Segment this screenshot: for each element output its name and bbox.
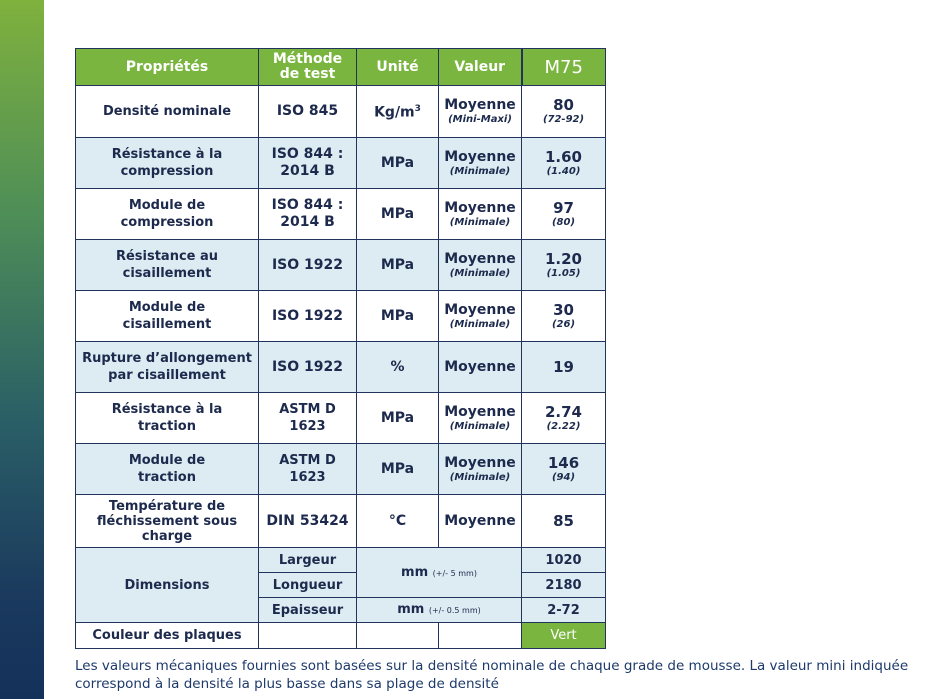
dimensions-row-width bbox=[76, 548, 606, 573]
property-cell: Température de fléchissement sous charge bbox=[76, 495, 259, 548]
footnote bbox=[75, 657, 925, 693]
table-row bbox=[76, 444, 606, 495]
grade-cell: 146 (94) bbox=[522, 444, 606, 495]
property-cell: Résistance au cisaillement bbox=[76, 240, 259, 291]
grade-cell: 2.74 (2.22) bbox=[522, 393, 606, 444]
grade-cell: 30 (26) bbox=[522, 291, 606, 342]
grade-cell: 19 bbox=[522, 342, 606, 393]
unit-cell: % bbox=[357, 342, 439, 393]
grade-cell: 80 (72-92) bbox=[522, 86, 606, 138]
property-cell: Module de compression bbox=[76, 189, 259, 240]
length-label: Longueur bbox=[259, 573, 357, 598]
unit-cell: MPa bbox=[357, 138, 439, 189]
value-cell: Moyenne (Minimale) bbox=[439, 291, 522, 342]
method-cell: ISO 844 : 2014 B bbox=[259, 189, 357, 240]
value-cell: Moyenne (Minimale) bbox=[439, 138, 522, 189]
width-label: Largeur bbox=[259, 548, 357, 573]
color-row bbox=[76, 623, 606, 649]
property-cell: Rupture d’allongement par cisaillement bbox=[76, 342, 259, 393]
dimensions-label: Dimensions bbox=[76, 548, 259, 623]
method-cell: ASTM D 1623 bbox=[259, 444, 357, 495]
table-row bbox=[76, 291, 606, 342]
side-gradient-bar bbox=[0, 0, 44, 699]
property-cell: Résistance à la compression bbox=[76, 138, 259, 189]
value-cell: Moyenne (Minimale) bbox=[439, 189, 522, 240]
property-cell: Résistance à la traction bbox=[76, 393, 259, 444]
color-label: Couleur des plaques bbox=[76, 623, 259, 649]
footnote-line-2: correspond à la densité la plus basse dans sa plage de densité bbox=[75, 676, 499, 692]
method-cell: ISO 1922 bbox=[259, 291, 357, 342]
method-cell: ASTM D 1623 bbox=[259, 393, 357, 444]
empty-cell bbox=[259, 623, 357, 649]
table-row bbox=[76, 342, 606, 393]
grade-cell: 85 bbox=[522, 495, 606, 548]
table-row bbox=[76, 393, 606, 444]
width-length-unit: mm (+/- 5 mm) bbox=[357, 548, 522, 598]
unit-cell: °C bbox=[357, 495, 439, 548]
footnote-line-1: Les valeurs mécaniques fournies sont basées sur la densité nominale de chaque grade de mousse. La valeur mini indiquée bbox=[75, 658, 909, 674]
property-cell: Densité nominale bbox=[76, 86, 259, 138]
value-cell: Moyenne (Minimale) bbox=[439, 393, 522, 444]
unit-cell: MPa bbox=[357, 291, 439, 342]
thickness-value: 2-72 bbox=[522, 598, 606, 623]
grade-cell: 1.20 (1.05) bbox=[522, 240, 606, 291]
grade-cell: 97 (80) bbox=[522, 189, 606, 240]
header-value: Valeur bbox=[439, 49, 522, 86]
value-cell: Moyenne (Mini-Maxi) bbox=[439, 86, 522, 138]
header-properties: Propriétés bbox=[76, 49, 259, 86]
empty-cell bbox=[439, 623, 522, 649]
header-method: Méthode de test bbox=[259, 49, 357, 86]
table-row bbox=[76, 138, 606, 189]
properties-table bbox=[75, 48, 606, 649]
unit-cell: MPa bbox=[357, 189, 439, 240]
value-cell: Moyenne (Minimale) bbox=[439, 240, 522, 291]
length-value: 2180 bbox=[522, 573, 606, 598]
color-value: Vert bbox=[522, 623, 606, 649]
unit-cell: MPa bbox=[357, 393, 439, 444]
method-cell: ISO 845 bbox=[259, 86, 357, 138]
method-cell: ISO 1922 bbox=[259, 240, 357, 291]
unit-cell: MPa bbox=[357, 240, 439, 291]
table-row bbox=[76, 189, 606, 240]
grade-cell: 1.60 (1.40) bbox=[522, 138, 606, 189]
method-cell: ISO 844 : 2014 B bbox=[259, 138, 357, 189]
header-grade: M75 bbox=[522, 49, 606, 86]
empty-cell bbox=[357, 623, 439, 649]
table-row bbox=[76, 495, 606, 548]
value-cell: Moyenne bbox=[439, 342, 522, 393]
width-value: 1020 bbox=[522, 548, 606, 573]
table-header-row bbox=[76, 49, 606, 86]
unit-cell: $Kg/m^3$ bbox=[357, 86, 439, 138]
property-cell: Module de cisaillement bbox=[76, 291, 259, 342]
table-row bbox=[76, 240, 606, 291]
thickness-unit: mm (+/- 0.5 mm) bbox=[357, 598, 522, 623]
table-row bbox=[76, 86, 606, 138]
value-cell: Moyenne (Minimale) bbox=[439, 444, 522, 495]
value-cell: Moyenne bbox=[439, 495, 522, 548]
property-cell: Module de traction bbox=[76, 444, 259, 495]
header-unit: Unité bbox=[357, 49, 439, 86]
unit-cell: MPa bbox=[357, 444, 439, 495]
thickness-label: Epaisseur bbox=[259, 598, 357, 623]
method-cell: ISO 1922 bbox=[259, 342, 357, 393]
method-cell: DIN 53424 bbox=[259, 495, 357, 548]
